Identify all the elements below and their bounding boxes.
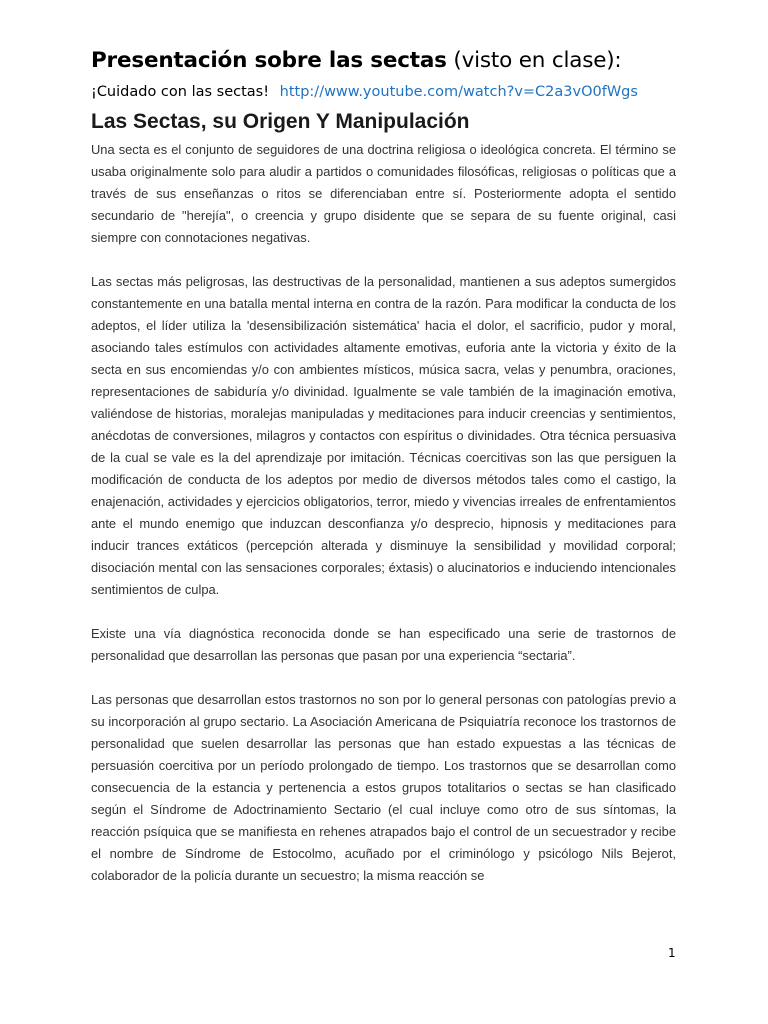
- paragraph-3: Existe una vía diagnóstica reconocida donde se han especificado una serie de trastornos de personalidad que desarrollan las personas que pasan por una experiencia “sectaria”.: [91, 626, 676, 663]
- presentation-title: [91, 44, 676, 77]
- paragraph-2: Las sectas más peligrosas, las destructivas de la personalidad, mantienen a sus adeptos sumergidos constantemente en una batalla mental interna en contra de la razón. Para modificar la conducta de los adeptos, el líder utiliza la 'desensibilización sistemática' hacia el dolor, el sacrificio, pudor y moral, asociando tales estímulos con actividades altamente emotivas, euforia ante la victoria y éxito de la secta en sus encomiendas y/o con ambientes místicos, música sacra, velas y penumbra, oraciones, representaciones de sabiduría y/o divinidad. Igualmente se vale también de la imaginación emotiva, valiéndose de historias, moralejas manipuladas y meditaciones para inducir creencias y sentimientos, anécdotas de conversiones, milagros y contactos con espíritus o divinidades. Otra técnica persuasiva de la cual se vale es la del aprendizaje por imitación. Técnicas coercitivas son las que persiguen la modificación de conducta de los adeptos por medio de diversos métodos tales como el castigo, la enajenación, actividades y ejercicios obligatorios, terror, miedo y vivencias irreales de enfrentamientos ante el mundo enemigo que induzcan desconfianza y/o desprecio, hipnosis y meditaciones para inducir trances extáticos (percepción alterada y disminuye la sensibilidad y movilidad corporal; disociación mental con las sensaciones corporales; éxtasis) o alucinatorios e induciendo intencionales sentimientos de culpa.: [91, 274, 676, 597]
- presentation-title-rest: (visto en clase):: [446, 48, 622, 73]
- paragraph-4: Las personas que desarrollan estos trastornos no son por lo general personas con patologías previo a su incorporación al grupo sectario. La Asociación Americana de Psiquiatría reconoce los trastornos de personalidad que suelen desarrollar las personas que han estado expuestas a las técnicas de persuasión coercitiva por un período prolongado de tiempo. Los trastornos que se desarrollan como consecuencia de la estancia y pertenencia a estos grupos totalitarios o sectas se han clasificado según el Síndrome de Adoctrinamiento Sectario (el cual incluye como otro de sus síntomas, la reacción psíquica que se manifiesta en rehenes atrapados bajo el control de un secuestrador y recibe el nombre de Síndrome de Estocolmo, acuñado por el criminólogo y psicólogo Nils Bejerot, colaborador de la policía durante un secuestro; la misma reacción se: [91, 692, 676, 883]
- document-page: [91, 44, 676, 887]
- paragraph-1: Una secta es el conjunto de seguidores de una doctrina religiosa o ideológica concreta. El término se usaba originalmente solo para aludir a partidos o comunidades filosóficas, religiosas o políticas que a través de sus enseñanzas o ritos se diferenciaban entre sí. Posteriormente adopta el sentido secundario de "herejía", o creencia y grupo disidente que se separa de su fuente original, casi siempre con connotaciones negativas.: [91, 142, 676, 245]
- warning-text: ¡Cuidado con las sectas!: [91, 84, 270, 100]
- article-title: Las Sectas, su Origen Y Manipulación: [91, 110, 470, 133]
- youtube-link[interactable]: http://www.youtube.com/watch?v=C2a3vO0fWgs: [279, 84, 638, 100]
- presentation-title-bold: Presentación sobre las sectas: [91, 48, 447, 73]
- warning-line: [91, 81, 676, 103]
- page-number: 1: [668, 946, 676, 960]
